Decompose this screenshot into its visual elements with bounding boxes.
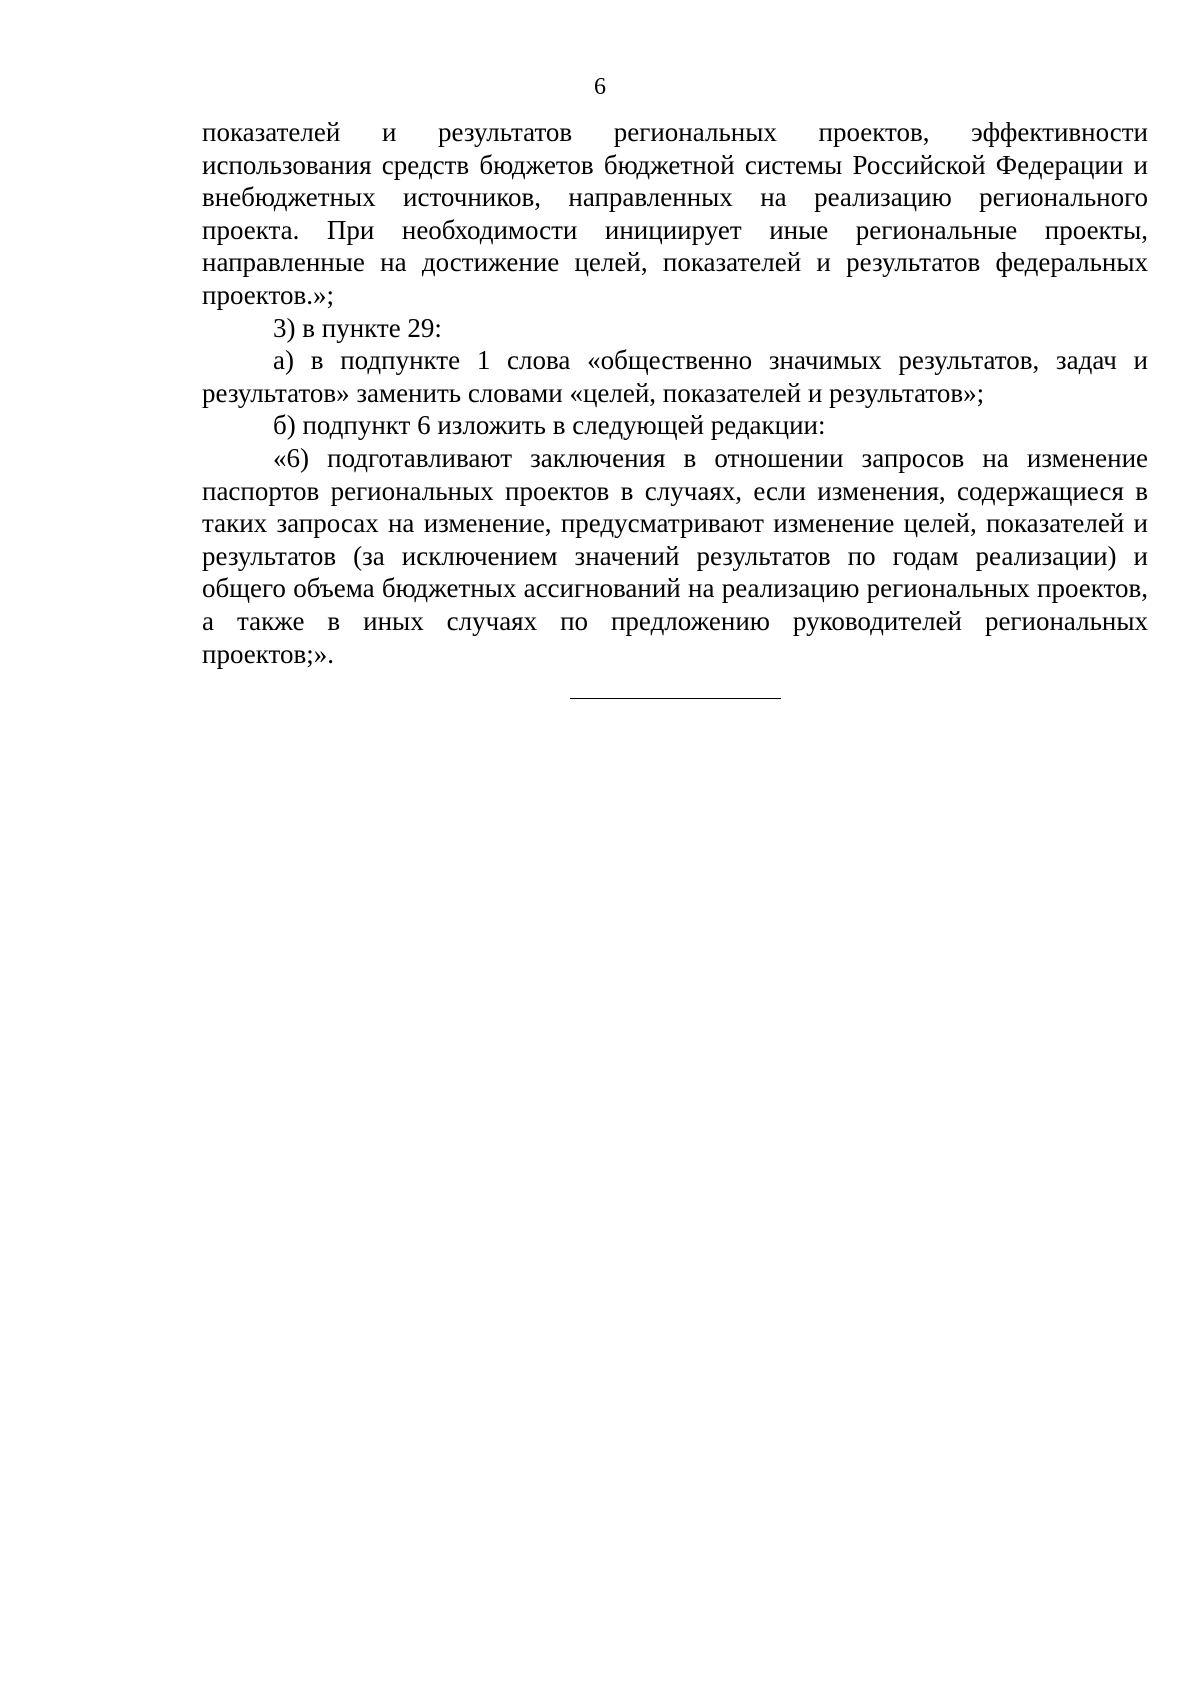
paragraph-continuation: показателей и результатов региональных проектов, эффективности использования средств бюджетов бюджетной системы Российской Федерации и внебюджетных источников, направленных на реализацию регионального проекта. При необходимости инициирует иные региональные проекты, направленные на достижение целей, показателей и результатов федеральных проектов.»; [202, 117, 1148, 310]
document-body [202, 116, 1148, 670]
paragraph-item-3a: а) в подпункте 1 слова «общественно значимых результатов, задач и результатов» заменить словами «целей, показателей и результатов»; [202, 345, 1148, 408]
page-number: 6 [594, 74, 606, 100]
end-of-text-rule [570, 698, 781, 699]
paragraph-item-3b: б) подпункт 6 изложить в следующей редакции: [273, 410, 826, 441]
paragraph-item-3b-text: «6) подготавливают заключения в отношении запросов на изменение паспортов региональных проектов в случаях, если изменения, содержащиеся в таких запросах на изменение, предусматривают изменение целей, показателей и результатов (за исключением значений результатов по годам реализации) и общего объема бюджетных ассигнований на реализацию региональных проектов, а также в иных случаях по предложению руководителей региональных проектов;». [202, 442, 1148, 669]
paragraph-item-3: 3) в пункте 29: [273, 312, 442, 343]
